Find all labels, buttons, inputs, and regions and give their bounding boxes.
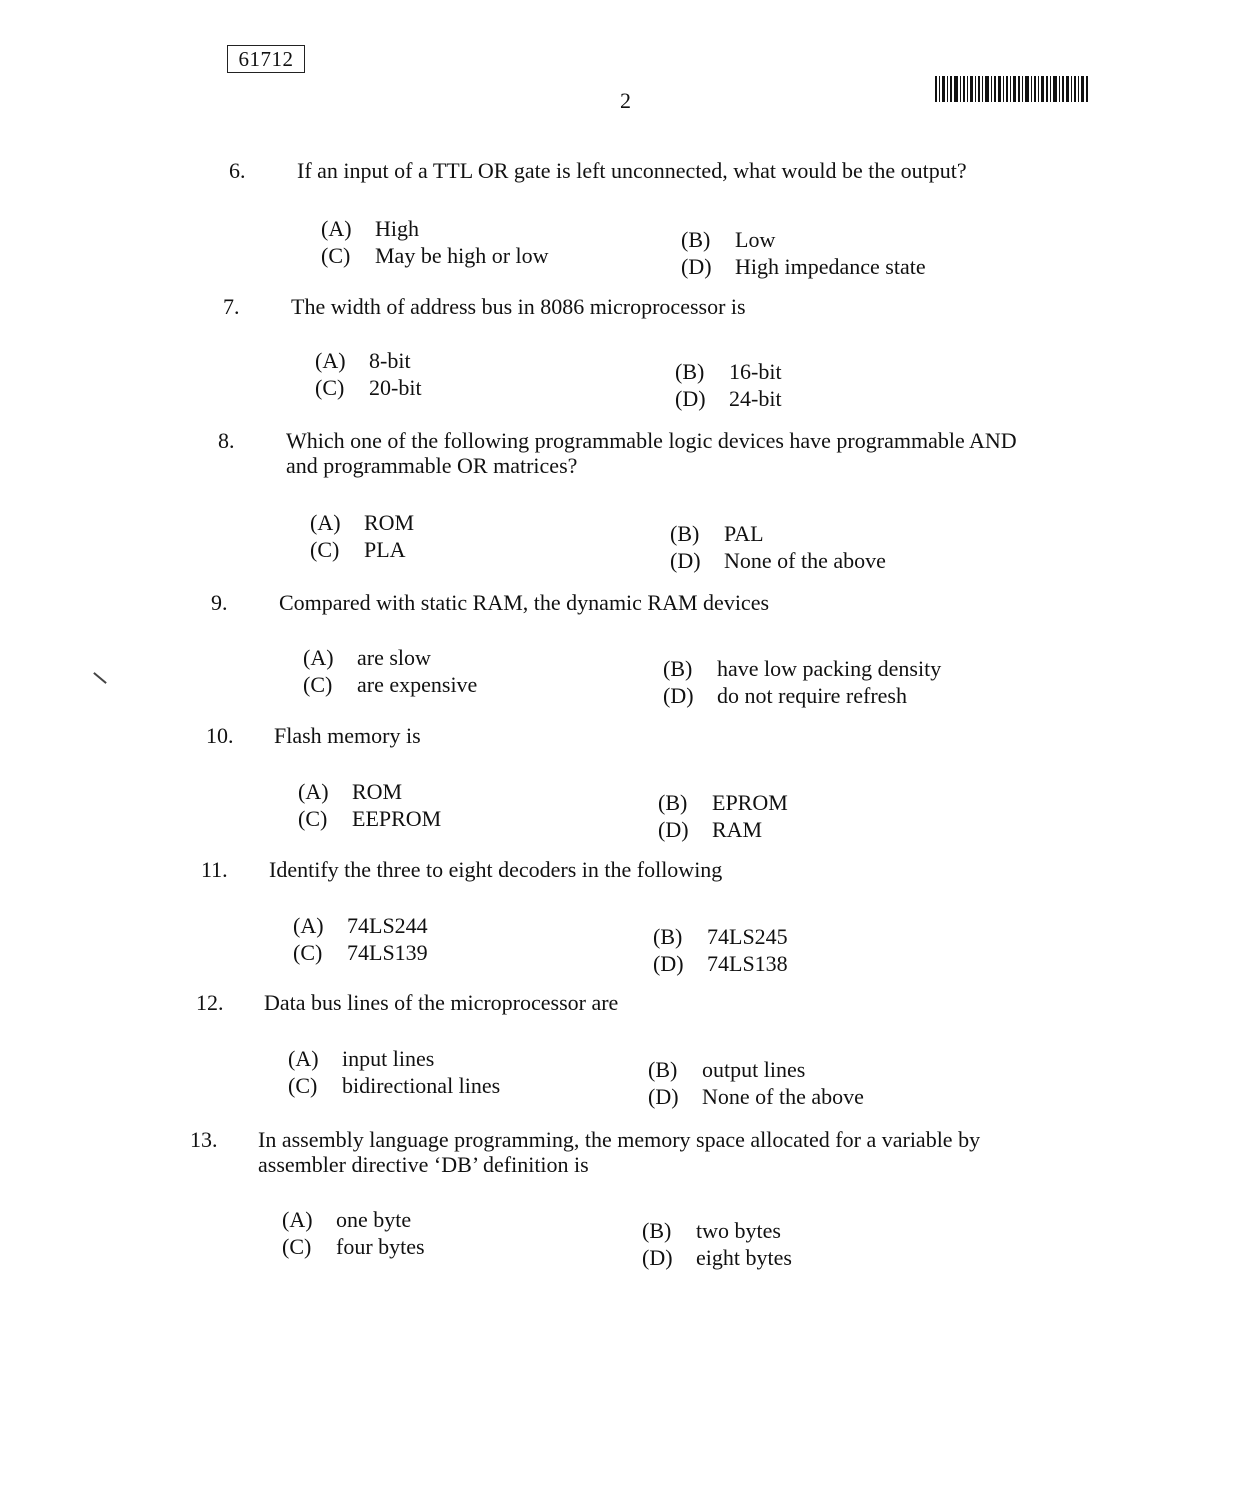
question-text: Identify the three to eight decoders in the following — [269, 857, 723, 882]
option-b: (B) output lines — [648, 1057, 806, 1082]
option-text: output lines — [702, 1057, 806, 1082]
option-a: (A) 74LS244 — [293, 913, 428, 938]
option-b: (B) 16-bit — [675, 359, 782, 384]
option-text: 24-bit — [729, 386, 782, 411]
stray-pen-mark — [93, 672, 107, 684]
option-text: are expensive — [357, 672, 478, 697]
option-d: (D) None of the above — [648, 1084, 864, 1109]
option-text: RAM — [712, 817, 763, 842]
question-text: Flash memory is — [274, 723, 421, 748]
option-c: (C) four bytes — [282, 1234, 425, 1259]
option-a: (A) 8-bit — [315, 348, 411, 373]
question-text: The width of address bus in 8086 microprocessor is — [291, 294, 746, 319]
question-text: In assembly language programming, the memory space allocated for a variable by assembler directive ‘DB’ definition is — [258, 1127, 981, 1177]
option-b: (B) two bytes — [642, 1218, 781, 1243]
option-text: 8-bit — [369, 348, 411, 373]
options — [282, 1207, 1002, 1270]
option-c: (C) bidirectional lines — [288, 1073, 501, 1098]
option-text: have low packing density — [717, 656, 942, 681]
option-a: (A) one byte — [282, 1207, 412, 1232]
option-d: (D) RAM — [658, 817, 763, 842]
option-b: (B) PAL — [670, 521, 764, 546]
option-text: High impedance state — [735, 254, 926, 279]
option-text: 74LS138 — [707, 951, 788, 976]
option-text: input lines — [342, 1046, 435, 1071]
question-text: If an input of a TTL OR gate is left unconnected, what would be the output? — [297, 158, 967, 183]
option-c: (C) PLA — [310, 537, 406, 562]
question-number: 6. — [229, 158, 246, 183]
option-text: one byte — [336, 1207, 412, 1232]
option-d: (D) None of the above — [670, 548, 886, 573]
options — [303, 645, 1023, 708]
question-text: Data bus lines of the microprocessor are — [264, 990, 619, 1015]
option-text: 74LS139 — [347, 940, 428, 965]
options — [293, 913, 1013, 976]
option-text: PLA — [364, 537, 406, 562]
option-c: (C) 74LS139 — [293, 940, 428, 965]
option-b: (B) 74LS245 — [653, 924, 788, 949]
question-number: 11. — [201, 857, 228, 882]
option-text: are slow — [357, 645, 431, 670]
question-text: Compared with static RAM, the dynamic RAM devices — [279, 590, 770, 615]
option-c: (C) May be high or low — [321, 243, 549, 268]
question-number: 12. — [196, 990, 224, 1015]
option-text: ROM — [352, 779, 403, 804]
option-d: (D) 24-bit — [675, 386, 782, 411]
option-b: (B) EPROM — [658, 790, 788, 815]
option-b: (B) have low packing density — [663, 656, 942, 681]
question-number: 7. — [223, 294, 240, 319]
page-number: 2 — [620, 88, 631, 113]
option-text: ROM — [364, 510, 415, 535]
option-text: four bytes — [336, 1234, 425, 1259]
option-a: (A) ROM — [310, 510, 415, 535]
option-text: bidirectional lines — [342, 1073, 501, 1098]
option-text: May be high or low — [375, 243, 549, 268]
barcode-image — [935, 76, 1089, 102]
option-text: Low — [735, 227, 776, 252]
option-d: (D) 74LS138 — [653, 951, 788, 976]
option-c: (C) EEPROM — [298, 806, 442, 831]
option-a: (A) are slow — [303, 645, 431, 670]
option-c: (C) 20-bit — [315, 375, 422, 400]
options — [321, 216, 1041, 279]
option-text: do not require refresh — [717, 683, 907, 708]
option-text: eight bytes — [696, 1245, 792, 1270]
option-text: 20-bit — [369, 375, 422, 400]
question-number: 9. — [211, 590, 228, 615]
options — [288, 1046, 1008, 1109]
option-d: (D) High impedance state — [681, 254, 926, 279]
option-text: None of the above — [702, 1084, 864, 1109]
option-text: PAL — [724, 521, 764, 546]
option-text: EEPROM — [352, 806, 442, 831]
option-text: two bytes — [696, 1218, 781, 1243]
option-d: (D) eight bytes — [642, 1245, 792, 1270]
option-text: High — [375, 216, 419, 241]
option-text: 74LS245 — [707, 924, 788, 949]
option-d: (D) do not require refresh — [663, 683, 907, 708]
question-number: 8. — [218, 428, 235, 453]
question-number: 10. — [206, 723, 234, 748]
question-number: 13. — [190, 1127, 218, 1152]
options — [315, 348, 1035, 411]
option-c: (C) are expensive — [303, 672, 478, 697]
option-b: (B) Low — [681, 227, 776, 252]
paper-code: 61712 — [227, 45, 305, 73]
option-a: (A) input lines — [288, 1046, 435, 1071]
options — [310, 510, 1030, 573]
option-a: (A) High — [321, 216, 419, 241]
option-text: 74LS244 — [347, 913, 428, 938]
options — [298, 779, 1018, 842]
question-text: Which one of the following programmable logic devices have programmable AND and programmable OR matrices? — [286, 428, 1017, 478]
option-text: None of the above — [724, 548, 886, 573]
option-text: 16-bit — [729, 359, 782, 384]
option-text: EPROM — [712, 790, 788, 815]
option-a: (A) ROM — [298, 779, 403, 804]
